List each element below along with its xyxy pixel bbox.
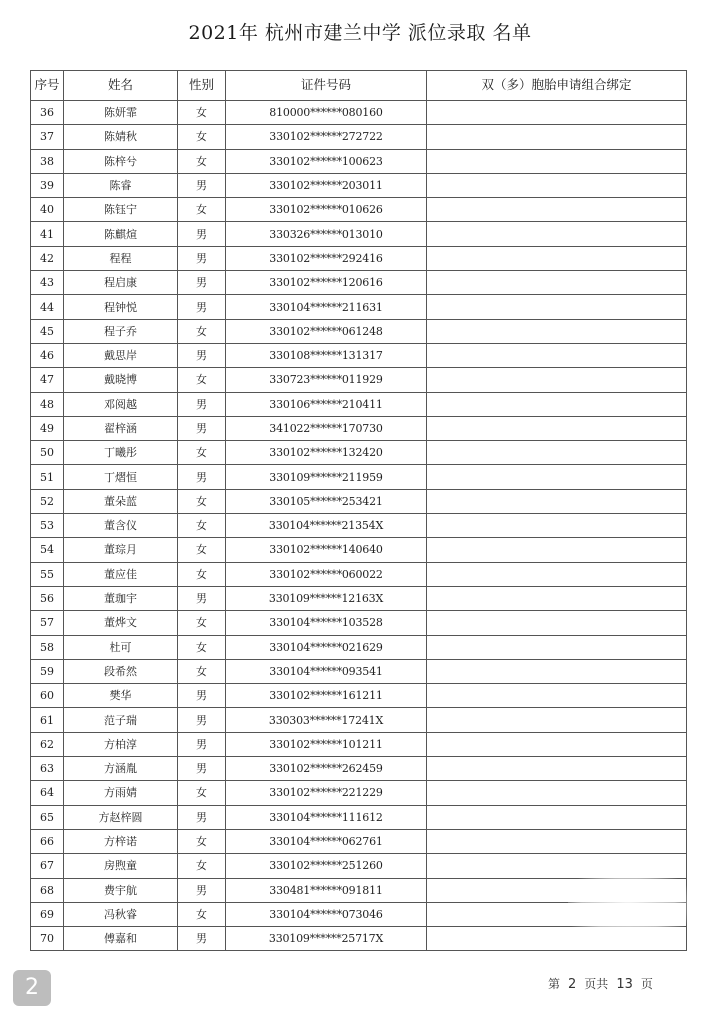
table-row — [31, 611, 687, 635]
cell-twin-binding — [427, 562, 687, 586]
header-twin-binding: 双（多）胞胎申请组合绑定 — [427, 71, 687, 101]
page-title: 2021年 杭州市建兰中学 派位录取 名单 — [188, 22, 532, 44]
cell-twin-binding — [427, 392, 687, 416]
cell-id-number: 330106******210411 — [226, 392, 427, 416]
cell-name: 董含仪 — [64, 514, 178, 538]
cell-serial-number: 37 — [31, 125, 64, 149]
cell-gender: 女 — [178, 198, 226, 222]
cell-twin-binding — [427, 659, 687, 683]
cell-id-number: 330104******062761 — [226, 829, 427, 853]
cell-name: 陈钰宁 — [64, 198, 178, 222]
table-header-row — [31, 71, 687, 101]
table-row — [31, 757, 687, 781]
cell-serial-number: 61 — [31, 708, 64, 732]
cell-twin-binding — [427, 781, 687, 805]
footer-middle: 页共 — [584, 977, 609, 991]
footer-suffix: 页 — [640, 977, 653, 991]
cell-name: 范子瑞 — [64, 708, 178, 732]
table-row — [31, 222, 687, 246]
cell-id-number: 330303******17241X — [226, 708, 427, 732]
table-row — [31, 319, 687, 343]
cell-twin-binding — [427, 173, 687, 197]
table-row — [31, 635, 687, 659]
table-row — [31, 246, 687, 270]
cell-gender: 女 — [178, 538, 226, 562]
cell-serial-number: 63 — [31, 757, 64, 781]
cell-name: 樊华 — [64, 684, 178, 708]
cell-gender: 女 — [178, 902, 226, 926]
cell-gender: 女 — [178, 562, 226, 586]
table-row — [31, 927, 687, 951]
table-row — [31, 295, 687, 319]
cell-name: 陈梓兮 — [64, 149, 178, 173]
cell-twin-binding — [427, 368, 687, 392]
cell-name: 戴思岸 — [64, 343, 178, 367]
table-row — [31, 392, 687, 416]
table-row — [31, 149, 687, 173]
cell-serial-number: 70 — [31, 927, 64, 951]
table-row — [31, 902, 687, 926]
cell-id-number: 330102******161211 — [226, 684, 427, 708]
cell-serial-number: 60 — [31, 684, 64, 708]
cell-gender: 男 — [178, 732, 226, 756]
cell-gender: 男 — [178, 173, 226, 197]
table-row — [31, 708, 687, 732]
cell-name: 陈麒煊 — [64, 222, 178, 246]
table-row — [31, 514, 687, 538]
cell-id-number: 330104******073046 — [226, 902, 427, 926]
cell-name: 陈睿 — [64, 173, 178, 197]
cell-name: 丁曦彤 — [64, 441, 178, 465]
table-row — [31, 416, 687, 440]
cell-gender: 男 — [178, 246, 226, 270]
header-id-number: 证件号码 — [226, 71, 427, 101]
cell-serial-number: 42 — [31, 246, 64, 270]
cell-name: 房煦童 — [64, 854, 178, 878]
cell-twin-binding — [427, 246, 687, 270]
footer-total-pages: 13 — [616, 977, 633, 992]
cell-twin-binding — [427, 635, 687, 659]
cell-serial-number: 57 — [31, 611, 64, 635]
cell-id-number: 330102******140640 — [226, 538, 427, 562]
footer-current-page: 2 — [568, 977, 577, 992]
cell-id-number: 330104******211631 — [226, 295, 427, 319]
cell-gender: 女 — [178, 514, 226, 538]
cell-id-number: 330104******21354X — [226, 514, 427, 538]
cell-name: 方涵胤 — [64, 757, 178, 781]
cell-id-number: 330102******292416 — [226, 246, 427, 270]
cell-id-number: 330102******251260 — [226, 854, 427, 878]
cell-serial-number: 65 — [31, 805, 64, 829]
cell-id-number: 330105******253421 — [226, 489, 427, 513]
cell-serial-number: 43 — [31, 271, 64, 295]
cell-serial-number: 52 — [31, 489, 64, 513]
table-row — [31, 489, 687, 513]
table-row — [31, 101, 687, 125]
cell-serial-number: 40 — [31, 198, 64, 222]
cell-serial-number: 50 — [31, 441, 64, 465]
admission-list-table — [30, 70, 687, 951]
cell-id-number: 330109******12163X — [226, 586, 427, 610]
cell-twin-binding — [427, 101, 687, 125]
cell-name: 董应佳 — [64, 562, 178, 586]
cell-gender: 女 — [178, 149, 226, 173]
cell-name: 程启康 — [64, 271, 178, 295]
cell-name: 杜可 — [64, 635, 178, 659]
cell-gender: 男 — [178, 465, 226, 489]
cell-name: 费宇航 — [64, 878, 178, 902]
table-row — [31, 441, 687, 465]
cell-name: 戴晓博 — [64, 368, 178, 392]
cell-serial-number: 59 — [31, 659, 64, 683]
cell-gender: 男 — [178, 586, 226, 610]
cell-name: 邓阅越 — [64, 392, 178, 416]
cell-id-number: 330102******221229 — [226, 781, 427, 805]
page-indicator-badge: 2 — [13, 970, 51, 1006]
cell-id-number: 330102******010626 — [226, 198, 427, 222]
cell-name: 翟梓涵 — [64, 416, 178, 440]
cell-twin-binding — [427, 295, 687, 319]
cell-name: 董朵蓝 — [64, 489, 178, 513]
cell-twin-binding — [427, 271, 687, 295]
cell-name: 程钟悦 — [64, 295, 178, 319]
cell-serial-number: 46 — [31, 343, 64, 367]
header-name: 姓名 — [64, 71, 178, 101]
cell-serial-number: 51 — [31, 465, 64, 489]
cell-serial-number: 44 — [31, 295, 64, 319]
cell-twin-binding — [427, 611, 687, 635]
cell-id-number: 810000******080160 — [226, 101, 427, 125]
cell-serial-number: 54 — [31, 538, 64, 562]
table-row — [31, 659, 687, 683]
cell-name: 董珈宇 — [64, 586, 178, 610]
table-row — [31, 829, 687, 853]
cell-gender: 女 — [178, 781, 226, 805]
cell-id-number: 330104******021629 — [226, 635, 427, 659]
cell-twin-binding — [427, 902, 687, 926]
cell-name: 冯秋睿 — [64, 902, 178, 926]
cell-name: 段希然 — [64, 659, 178, 683]
cell-id-number: 330102******132420 — [226, 441, 427, 465]
cell-twin-binding — [427, 927, 687, 951]
cell-twin-binding — [427, 586, 687, 610]
cell-gender: 男 — [178, 416, 226, 440]
cell-id-number: 330104******111612 — [226, 805, 427, 829]
cell-id-number: 330109******25717X — [226, 927, 427, 951]
cell-twin-binding — [427, 343, 687, 367]
cell-gender: 女 — [178, 635, 226, 659]
cell-id-number: 330104******103528 — [226, 611, 427, 635]
cell-gender: 男 — [178, 708, 226, 732]
table-row — [31, 732, 687, 756]
cell-name: 方雨婧 — [64, 781, 178, 805]
cell-gender: 男 — [178, 757, 226, 781]
cell-serial-number: 38 — [31, 149, 64, 173]
cell-twin-binding — [427, 878, 687, 902]
cell-gender: 男 — [178, 222, 226, 246]
cell-name: 董琮月 — [64, 538, 178, 562]
cell-name: 程子乔 — [64, 319, 178, 343]
cell-serial-number: 66 — [31, 829, 64, 853]
cell-serial-number: 56 — [31, 586, 64, 610]
cell-gender: 男 — [178, 927, 226, 951]
table-row — [31, 854, 687, 878]
cell-twin-binding — [427, 198, 687, 222]
cell-serial-number: 36 — [31, 101, 64, 125]
cell-serial-number: 41 — [31, 222, 64, 246]
cell-name: 方梓诺 — [64, 829, 178, 853]
cell-twin-binding — [427, 684, 687, 708]
cell-serial-number: 58 — [31, 635, 64, 659]
cell-gender: 男 — [178, 295, 226, 319]
cell-id-number: 330102******060022 — [226, 562, 427, 586]
header-serial-number: 序号 — [31, 71, 64, 101]
cell-twin-binding — [427, 149, 687, 173]
cell-name: 陈妍霏 — [64, 101, 178, 125]
table-row — [31, 343, 687, 367]
cell-twin-binding — [427, 222, 687, 246]
cell-name: 丁熠恒 — [64, 465, 178, 489]
cell-gender: 女 — [178, 441, 226, 465]
cell-gender: 女 — [178, 611, 226, 635]
cell-gender: 女 — [178, 101, 226, 125]
cell-serial-number: 49 — [31, 416, 64, 440]
cell-gender: 女 — [178, 829, 226, 853]
cell-twin-binding — [427, 465, 687, 489]
cell-gender: 女 — [178, 489, 226, 513]
table-row — [31, 125, 687, 149]
cell-name: 傅嘉和 — [64, 927, 178, 951]
cell-name: 方赵梓圆 — [64, 805, 178, 829]
cell-id-number: 330102******203011 — [226, 173, 427, 197]
table-row — [31, 562, 687, 586]
cell-twin-binding — [427, 732, 687, 756]
cell-twin-binding — [427, 538, 687, 562]
cell-name: 程程 — [64, 246, 178, 270]
cell-gender: 男 — [178, 684, 226, 708]
cell-twin-binding — [427, 514, 687, 538]
cell-twin-binding — [427, 125, 687, 149]
table-row — [31, 586, 687, 610]
cell-id-number: 330102******100623 — [226, 149, 427, 173]
cell-twin-binding — [427, 319, 687, 343]
cell-id-number: 330723******011929 — [226, 368, 427, 392]
cell-gender: 男 — [178, 805, 226, 829]
table-row — [31, 684, 687, 708]
cell-gender: 女 — [178, 659, 226, 683]
cell-serial-number: 53 — [31, 514, 64, 538]
cell-serial-number: 39 — [31, 173, 64, 197]
cell-serial-number: 64 — [31, 781, 64, 805]
table-row — [31, 198, 687, 222]
cell-name: 董烨文 — [64, 611, 178, 635]
cell-id-number: 330102******061248 — [226, 319, 427, 343]
cell-serial-number: 55 — [31, 562, 64, 586]
cell-id-number: 330104******093541 — [226, 659, 427, 683]
cell-gender: 男 — [178, 271, 226, 295]
cell-name: 陈婧秋 — [64, 125, 178, 149]
cell-id-number: 330102******101211 — [226, 732, 427, 756]
cell-id-number: 341022******170730 — [226, 416, 427, 440]
footer-prefix: 第 — [548, 977, 561, 991]
cell-twin-binding — [427, 489, 687, 513]
cell-twin-binding — [427, 441, 687, 465]
cell-gender: 男 — [178, 878, 226, 902]
cell-id-number: 330326******013010 — [226, 222, 427, 246]
cell-gender: 女 — [178, 854, 226, 878]
cell-id-number: 330481******091811 — [226, 878, 427, 902]
cell-serial-number: 67 — [31, 854, 64, 878]
header-gender: 性别 — [178, 71, 226, 101]
cell-gender: 男 — [178, 392, 226, 416]
cell-twin-binding — [427, 805, 687, 829]
cell-serial-number: 48 — [31, 392, 64, 416]
table-row — [31, 878, 687, 902]
cell-twin-binding — [427, 829, 687, 853]
table-row — [31, 271, 687, 295]
cell-name: 方柏淳 — [64, 732, 178, 756]
cell-twin-binding — [427, 757, 687, 781]
cell-id-number: 330108******131317 — [226, 343, 427, 367]
table-row — [31, 465, 687, 489]
cell-twin-binding — [427, 708, 687, 732]
cell-serial-number: 45 — [31, 319, 64, 343]
cell-gender: 女 — [178, 319, 226, 343]
table-body — [31, 101, 687, 951]
cell-serial-number: 47 — [31, 368, 64, 392]
cell-serial-number: 62 — [31, 732, 64, 756]
cell-twin-binding — [427, 854, 687, 878]
cell-gender: 女 — [178, 368, 226, 392]
cell-id-number: 330102******120616 — [226, 271, 427, 295]
cell-twin-binding — [427, 416, 687, 440]
cell-gender: 男 — [178, 343, 226, 367]
cell-serial-number: 69 — [31, 902, 64, 926]
cell-gender: 女 — [178, 125, 226, 149]
cell-serial-number: 68 — [31, 878, 64, 902]
cell-id-number: 330109******211959 — [226, 465, 427, 489]
table-row — [31, 538, 687, 562]
cell-id-number: 330102******262459 — [226, 757, 427, 781]
table-row — [31, 805, 687, 829]
cell-id-number: 330102******272722 — [226, 125, 427, 149]
table-row — [31, 368, 687, 392]
table-row — [31, 781, 687, 805]
page-footer — [548, 975, 653, 992]
table-row — [31, 173, 687, 197]
